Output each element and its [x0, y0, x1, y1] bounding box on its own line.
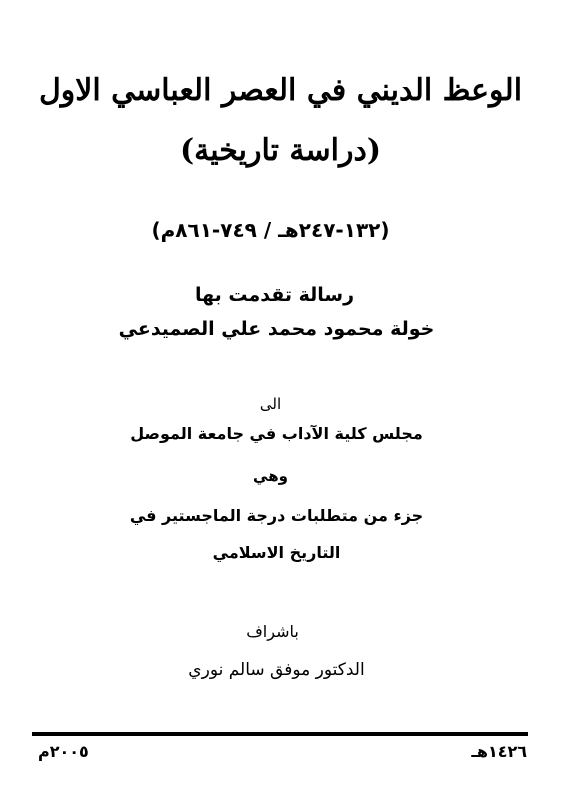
- to-label: الى: [259, 395, 282, 413]
- date-hijri: ١٤٢٦هـ: [471, 742, 527, 761]
- thesis-label: رسالة تقدمت بها: [194, 284, 355, 306]
- degree-field: التاريخ الاسلامي: [212, 543, 341, 562]
- title-line-2: (دراسة تاريخية): [179, 133, 382, 168]
- author-name: خولة محمود محمد علي الصميدعي: [118, 318, 435, 340]
- title-line-1: الوعظ الديني في العصر العباسي الاول: [38, 73, 523, 108]
- period-dates: (١٣٢-٢٤٧هـ / ٧٤٩-٨٦١م): [151, 218, 390, 242]
- and-it-is-label: وهي: [253, 467, 288, 485]
- council-name: مجلس كلية الآداب في جامعة الموصل: [130, 424, 423, 443]
- supervision-label: باشراف: [246, 622, 299, 641]
- supervisor-name: الدكتور موفق سالم نوري: [188, 660, 365, 680]
- footer-divider: [32, 732, 528, 736]
- date-gregorian: ٢٠٠٥م: [38, 742, 89, 761]
- degree-requirement: جزء من متطلبات درجة الماجستير في: [129, 506, 424, 525]
